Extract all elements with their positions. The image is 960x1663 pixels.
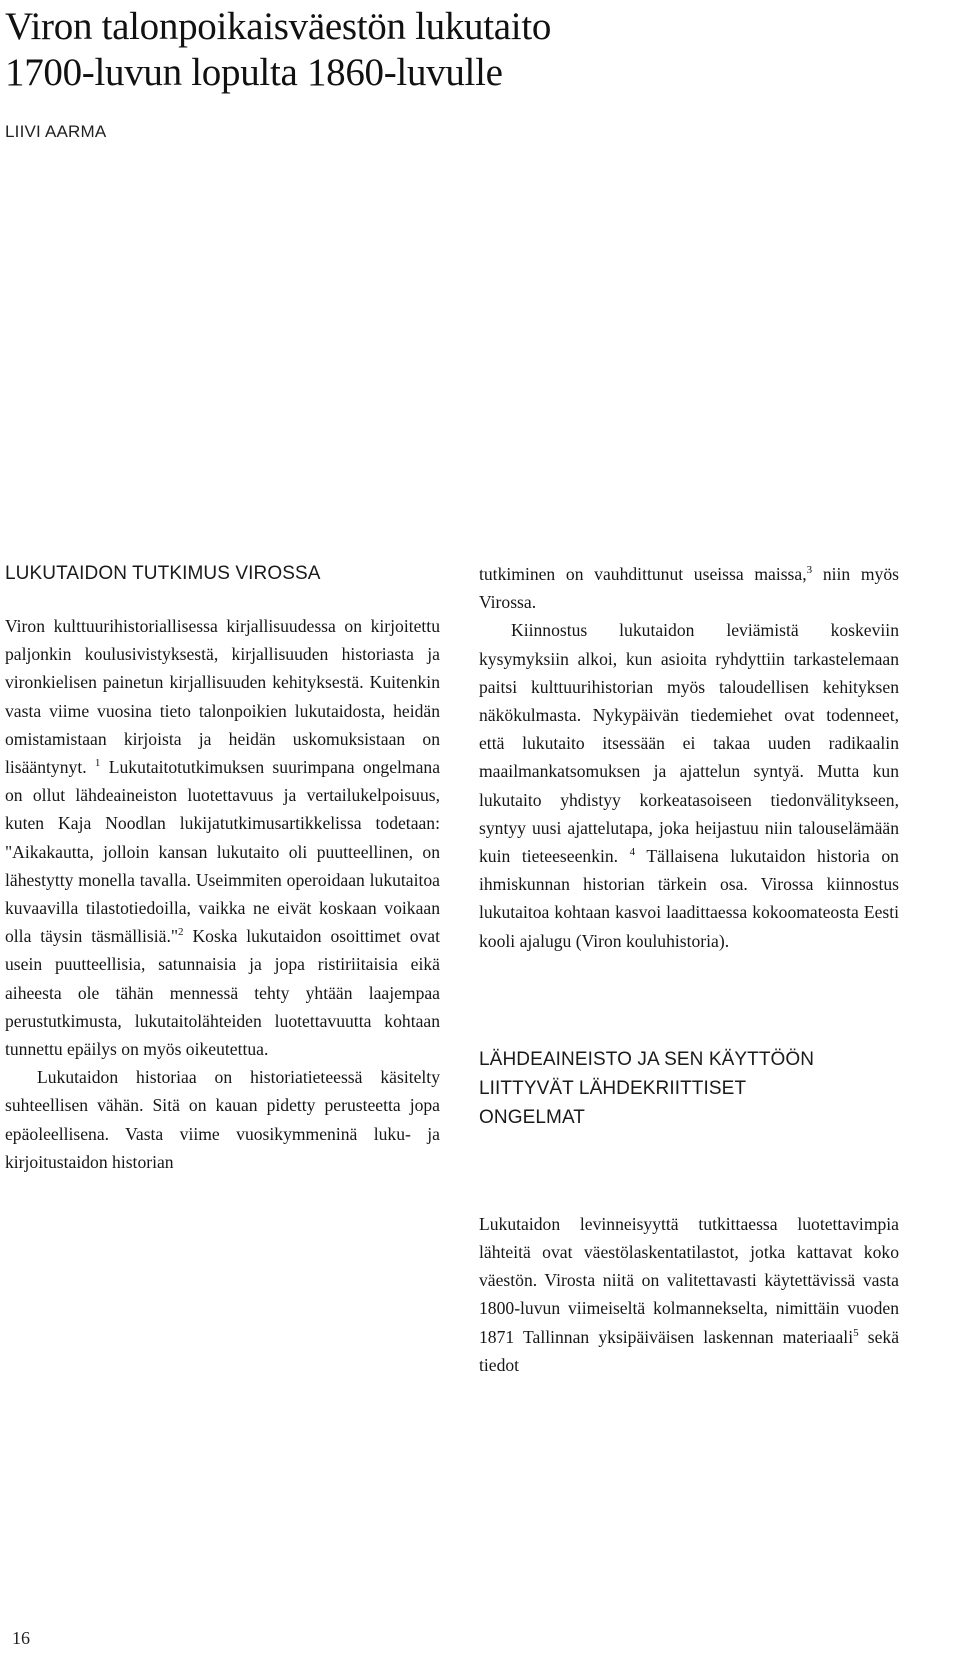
title-line-1: Viron talonpoikaisväestön lukutaito — [5, 5, 552, 48]
left-column — [5, 560, 440, 1176]
paragraph-text: Kiinnostus lukutaidon leviämistä koskeviin kysymyksiin alkoi, kun asioita ryhdyttiin tarkastelemaan paitsi kulttuurihistorian myös taloudellisen kehityksen näkökulmasta. Nykypäivän tiedemiehet ovat todenneet, että lukutaito itsessään ei takaa uuden radikaalin maailmankatsomuksen ja ajattelun syntyä. Mutta kun lukutaito yhdistyy korkeatasoiseen tiedonvälitykseen, syntyy uusi ajattelutapa, joka heijastuu niin talouselämään kuin tieteeseenkin. — [479, 620, 899, 867]
body-paragraph-2 — [5, 1063, 440, 1176]
heading-line: LÄHDEAINEISTO JA SEN KÄYTTÖÖN — [479, 1048, 815, 1070]
article-title — [5, 4, 551, 96]
heading-line: ONGELMAT — [479, 1106, 586, 1128]
body-paragraph-4 — [479, 1210, 899, 1379]
body-paragraph-1 — [5, 612, 440, 1063]
body-paragraph-continued — [479, 560, 899, 616]
footnote-marker: 1 — [94, 757, 101, 770]
paragraph-text: Viron kulttuurihistoriallisessa kirjallisuudessa on kirjoitettu paljonkin koulusivistyksestä, kirjallisuuden historiasta ja vironkielisen painetun kirjallisuuden kehityksestä. Kuitenkin vasta viime vuosina tieto talonpoikien lukutaidosta, heidän omistamistaan kirjoista ja heidän uskomuksistaan on lisääntynyt. — [5, 616, 440, 778]
paragraph-text: sekä tiedot — [479, 1326, 900, 1375]
page-number: 16 — [12, 1628, 30, 1648]
paragraph-text: Tällaisena lukutaidon historia on ihmiskunnan historian tärkein osa. Virossa kiinnostus lukutaitoa kohtaan kasvoi laadittaessa kokoomateosta Eesti kooli ajalugu (Viron kouluhistoria). — [479, 846, 899, 951]
section-heading-lahdeaineisto — [479, 1045, 899, 1132]
paragraph-text: Lukutaidon levinneisyyttä tutkittaessa luotettavimpia lähteitä ovat väestölaskentatilastot, jotka kattavat koko väestön. Virosta niitä on valitettavasti käytettävissä vasta 1800-luvun viimeiseltä kolmannekselta, nimittäin vuoden 1871 Tallinnan yksipäiväisen laskennan materiaali — [479, 1213, 899, 1347]
author-name: LIIVI AARMA — [5, 122, 107, 141]
paragraph-text: tutkiminen on vauhdittunut useissa maissa, — [479, 564, 807, 584]
footnote-marker: 5 — [853, 1326, 859, 1339]
heading-line: LIITTYVÄT LÄHDEKRIITTISET — [479, 1077, 747, 1099]
paragraph-text: niin myös Virossa. — [479, 564, 899, 613]
paragraph-text: Lukutaitotutkimuksen suurimpana ongelmana on ollut lähdeaineiston luotettavuus ja vertailukelpoisuus, kuten Kaja Noodlan lukijatutkimusartikkelissa todetaan: "Aikakautta, jolloin kansan lukutaito oli puutteellinen, on lähestytty monella tavalla. Useimmiten operoidaan lukutaitoa kuvaavilla tilastotiedoilla, vaikka ne eivät koskaan voikaan olla täysin täsmällisiä." — [5, 757, 441, 947]
footnote-marker: 3 — [806, 564, 813, 577]
right-column — [479, 560, 899, 1379]
paragraph-text: Lukutaidon historiaa on historiatieteessä käsitelty suhteellisen vähän. Sitä on kauan pidetty perusteetta jopa epäoleellisena. Vasta viime vuosikymmeninä luku- ja kirjoitustaidon historian — [5, 1067, 440, 1172]
section-heading-lukutaidon-tutkimus: LUKUTAIDON TUTKIMUS VIROSSA — [5, 563, 321, 584]
title-line-2: 1700-luvun lopulta 1860-luvulle — [5, 51, 503, 94]
footnote-marker: 4 — [629, 846, 636, 859]
footnote-marker: 2 — [178, 926, 184, 939]
paragraph-text: Koska lukutaidon osoittimet ovat usein puutteellisia, satunnaisia ja jopa ristiriitaisia eikä aiheesta ole tähän mennessä tehty yhtään laajempaa perustutkimusta, lukutaitolähteiden luotettavuutta kohtaan tunnettu epäilys on myös oikeutettua. — [5, 926, 441, 1060]
body-paragraph-3 — [479, 616, 899, 954]
